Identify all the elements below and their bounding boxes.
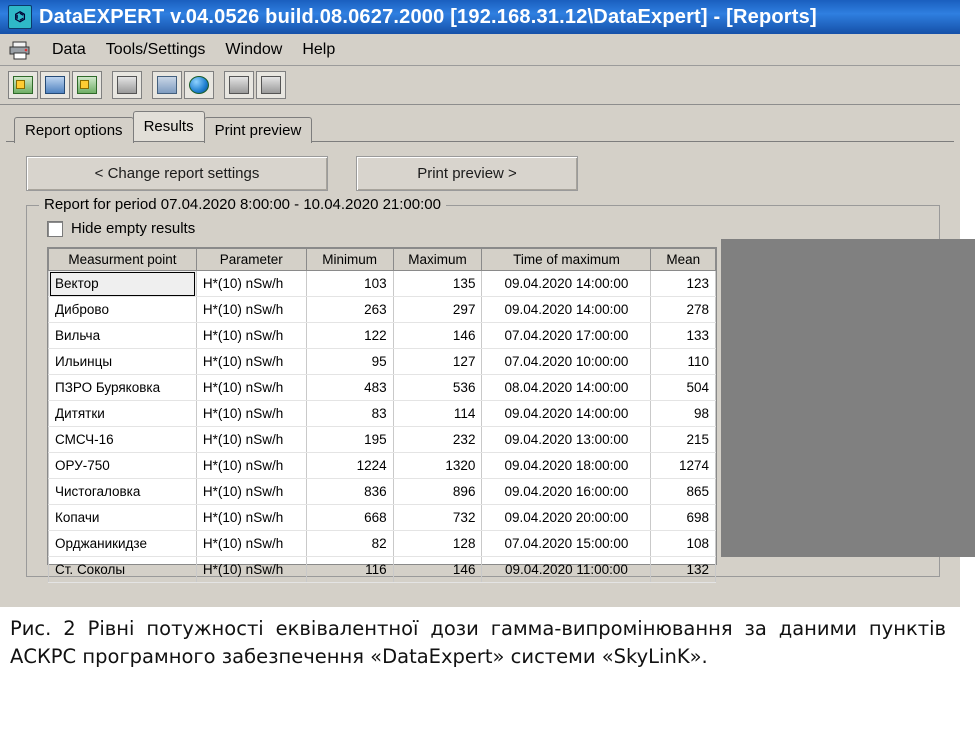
table-row[interactable] <box>49 479 716 505</box>
cell-time-of-maximum: 09.04.2020 20:00:00 <box>482 505 651 531</box>
grid-background-filler <box>721 239 975 557</box>
cell-maximum: 536 <box>393 375 482 401</box>
menu-bar <box>0 34 960 66</box>
cell-time-of-maximum: 07.04.2020 15:00:00 <box>482 531 651 557</box>
cell-time-of-maximum: 09.04.2020 11:00:00 <box>482 557 651 583</box>
table-header-row <box>49 249 716 271</box>
cell-point: Чистогаловка <box>49 479 197 505</box>
table-row[interactable] <box>49 557 716 583</box>
cell-parameter: H*(10) nSw/h <box>196 271 306 297</box>
cell-mean: 504 <box>651 375 716 401</box>
client-area <box>0 105 960 607</box>
title-bar <box>0 0 960 34</box>
refresh-icon <box>45 76 65 94</box>
cell-time-of-maximum: 09.04.2020 14:00:00 <box>482 401 651 427</box>
cell-parameter: H*(10) nSw/h <box>196 479 306 505</box>
cell-time-of-maximum: 09.04.2020 16:00:00 <box>482 479 651 505</box>
print-button[interactable] <box>112 71 142 99</box>
cell-maximum: 732 <box>393 505 482 531</box>
cell-point: Ильинцы <box>49 349 197 375</box>
cell-maximum: 135 <box>393 271 482 297</box>
camera-icon <box>229 76 249 94</box>
table-row[interactable] <box>49 453 716 479</box>
table-row[interactable] <box>49 323 716 349</box>
cell-mean: 1274 <box>651 453 716 479</box>
cell-minimum: 83 <box>306 401 393 427</box>
menu-item-data[interactable]: Data <box>52 40 86 58</box>
results-grid[interactable] <box>47 247 717 577</box>
cell-time-of-maximum: 09.04.2020 13:00:00 <box>482 427 651 453</box>
cell-parameter: H*(10) nSw/h <box>196 557 306 583</box>
globe-icon <box>189 76 209 94</box>
cell-parameter: H*(10) nSw/h <box>196 531 306 557</box>
cell-mean: 108 <box>651 531 716 557</box>
window-title: DataEXPERT v.04.0526 build.08.0627.2000 [192.168.31.12\DataExpert] - [Reports] <box>39 5 817 28</box>
column-header-time-of-maximum[interactable]: Time of maximum <box>482 249 651 271</box>
table-row[interactable] <box>49 297 716 323</box>
cell-time-of-maximum: 07.04.2020 17:00:00 <box>482 323 651 349</box>
cell-minimum: 82 <box>306 531 393 557</box>
cell-point: Орджаникидзе <box>49 531 197 557</box>
table-icon <box>157 76 177 94</box>
cell-mean: 215 <box>651 427 716 453</box>
cell-maximum: 232 <box>393 427 482 453</box>
export-button[interactable] <box>256 71 286 99</box>
cell-point: ОРУ-750 <box>49 453 197 479</box>
cell-maximum: 114 <box>393 401 482 427</box>
cell-maximum: 127 <box>393 349 482 375</box>
export-icon <box>261 76 281 94</box>
cell-parameter: H*(10) nSw/h <box>196 297 306 323</box>
table-row[interactable] <box>49 505 716 531</box>
cell-parameter: H*(10) nSw/h <box>196 505 306 531</box>
cell-point: СМСЧ-16 <box>49 427 197 453</box>
tab-report-options[interactable]: Report options <box>14 117 134 143</box>
cell-point: Вектор <box>49 271 197 297</box>
cell-point: Диброво <box>49 297 197 323</box>
cell-minimum: 195 <box>306 427 393 453</box>
cell-parameter: H*(10) nSw/h <box>196 427 306 453</box>
cell-maximum: 896 <box>393 479 482 505</box>
save-report-button[interactable] <box>72 71 102 99</box>
cell-time-of-maximum: 09.04.2020 18:00:00 <box>482 453 651 479</box>
cell-minimum: 95 <box>306 349 393 375</box>
table-row[interactable] <box>49 375 716 401</box>
cell-maximum: 128 <box>393 531 482 557</box>
hide-empty-results-label: Hide empty results <box>71 220 196 237</box>
cell-minimum: 103 <box>306 271 393 297</box>
column-header-parameter[interactable]: Parameter <box>196 249 306 271</box>
cell-maximum: 146 <box>393 323 482 349</box>
table-row[interactable] <box>49 271 716 297</box>
cell-time-of-maximum: 07.04.2020 10:00:00 <box>482 349 651 375</box>
figure-caption: Рис. 2 Рівні потужності еквівалентної дози гамма-випромінювання за даними пунктів АСКРС програмного забезпечення «DataExpert» системи «SkyLinK». <box>10 617 946 669</box>
column-header-measurment-point[interactable]: Measurment point <box>49 249 197 271</box>
cell-point: Ст. Соколы <box>49 557 197 583</box>
cell-point: Копачи <box>49 505 197 531</box>
table-row[interactable] <box>49 349 716 375</box>
print-preview-button[interactable]: Print preview > <box>356 156 578 191</box>
open-report-button[interactable] <box>8 71 38 99</box>
network-button[interactable] <box>184 71 214 99</box>
cell-parameter: H*(10) nSw/h <box>196 349 306 375</box>
tab-page-results <box>6 141 954 593</box>
app-icon: ⌬ <box>8 5 32 29</box>
report-period-group <box>26 196 940 577</box>
cell-minimum: 836 <box>306 479 393 505</box>
cell-time-of-maximum: 09.04.2020 14:00:00 <box>482 297 651 323</box>
table-row[interactable] <box>49 427 716 453</box>
cell-point: Дитятки <box>49 401 197 427</box>
cell-parameter: H*(10) nSw/h <box>196 401 306 427</box>
report-period-label: Report for period 07.04.2020 8:00:00 - 10.04.2020 21:00:00 <box>39 196 446 213</box>
table-view-button[interactable] <box>152 71 182 99</box>
tab-strip <box>0 111 960 141</box>
cell-mean: 698 <box>651 505 716 531</box>
cell-minimum: 122 <box>306 323 393 349</box>
cell-minimum: 668 <box>306 505 393 531</box>
tab-print-preview[interactable]: Print preview <box>204 117 313 143</box>
tab-results[interactable]: Results <box>133 111 205 141</box>
cell-minimum: 116 <box>306 557 393 583</box>
cell-time-of-maximum: 08.04.2020 14:00:00 <box>482 375 651 401</box>
menu-item-window[interactable]: Window <box>225 40 283 58</box>
printer-icon <box>117 76 137 94</box>
cell-point: ПЗРО Буряковка <box>49 375 197 401</box>
cell-maximum: 297 <box>393 297 482 323</box>
cell-minimum: 1224 <box>306 453 393 479</box>
column-header-mean[interactable]: Mean <box>651 249 716 271</box>
column-header-maximum[interactable]: Maximum <box>393 249 482 271</box>
cell-point: Вильча <box>49 323 197 349</box>
cell-parameter: H*(10) nSw/h <box>196 453 306 479</box>
cell-time-of-maximum: 09.04.2020 14:00:00 <box>482 271 651 297</box>
action-button-row <box>14 152 946 201</box>
table-row[interactable] <box>49 531 716 557</box>
change-report-settings-button[interactable]: < Change report settings <box>26 156 328 191</box>
menu-item-help[interactable]: Help <box>302 40 336 58</box>
report-open-icon <box>13 76 33 94</box>
cell-mean: 133 <box>651 323 716 349</box>
cell-parameter: H*(10) nSw/h <box>196 375 306 401</box>
cell-maximum: 146 <box>393 557 482 583</box>
cell-minimum: 263 <box>306 297 393 323</box>
cell-minimum: 483 <box>306 375 393 401</box>
hide-empty-results-checkbox[interactable] <box>47 221 63 237</box>
cell-mean: 132 <box>651 557 716 583</box>
cell-mean: 865 <box>651 479 716 505</box>
cell-mean: 110 <box>651 349 716 375</box>
refresh-button[interactable] <box>40 71 70 99</box>
hide-empty-results-row[interactable] <box>47 220 931 237</box>
cell-maximum: 1320 <box>393 453 482 479</box>
menu-item-tools-settings[interactable]: Tools/Settings <box>105 40 206 58</box>
camera-button[interactable] <box>224 71 254 99</box>
cell-parameter: H*(10) nSw/h <box>196 323 306 349</box>
cell-mean: 278 <box>651 297 716 323</box>
report-save-icon <box>77 76 97 94</box>
cell-mean: 123 <box>651 271 716 297</box>
table-row[interactable] <box>49 401 716 427</box>
toolbar <box>0 66 960 105</box>
cell-mean: 98 <box>651 401 716 427</box>
printer-icon[interactable] <box>8 40 32 60</box>
column-header-minimum[interactable]: Minimum <box>306 249 393 271</box>
